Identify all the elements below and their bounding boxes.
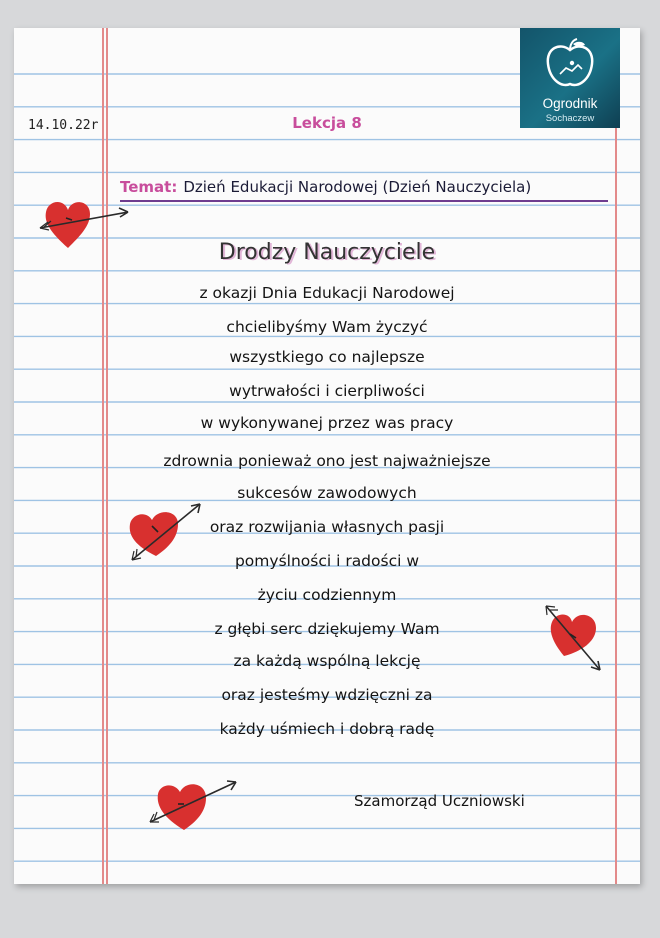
wish-line: z głębi serc dziękujemy Wam	[214, 620, 440, 638]
wish-line: chcielibyśmy Wam życzyć	[226, 318, 428, 336]
wish-line: pomyślności i radości w	[234, 552, 420, 570]
wish-line: oraz jesteśmy wdzięczni za	[221, 686, 433, 704]
wish-line: z okazji Dnia Edukacji Narodowej	[199, 284, 455, 302]
greeting-heading: Drodzy Nauczyciele	[218, 240, 436, 265]
wish-line: oraz rozwijania własnych pasji	[209, 518, 445, 536]
logo-city: Sochaczew	[545, 113, 595, 124]
wish-line: życiu codziennym	[257, 586, 397, 604]
signature: Szamorząd Uczniowski	[354, 792, 525, 810]
school-logo	[520, 28, 620, 128]
heart-arrow-icon	[540, 600, 610, 674]
apple-emblem-icon	[542, 38, 598, 90]
date: 14.10.22r	[28, 118, 99, 133]
wish-line: wszystkiego co najlepsze	[229, 348, 425, 366]
lesson-title: Lekcja 8	[292, 114, 362, 132]
logo-name: Ogrodnik	[542, 96, 598, 111]
topic-underline	[120, 200, 608, 202]
wish-line: każdy uśmiech i dobrą radę	[219, 720, 435, 738]
wish-line: sukcesów zawodowych	[237, 484, 417, 502]
topic-text: Dzień Edukacji Narodowej (Dzień Nauczyciela)	[183, 178, 532, 196]
heart-arrow-icon	[122, 502, 214, 564]
wish-line: za każdą wspólną lekcję	[233, 652, 421, 670]
wish-line: zdrownia ponieważ ono jest najważniejsze	[163, 452, 491, 470]
wish-line: wytrwałości i cierpliwości	[229, 382, 425, 400]
heart-arrow-icon	[144, 772, 240, 834]
wish-line: w wykonywanej przez was pracy	[200, 414, 454, 432]
notebook-page	[14, 28, 640, 884]
heart-arrow-icon	[38, 190, 130, 252]
topic-label: Temat:	[120, 178, 178, 196]
topic-line	[120, 178, 531, 196]
